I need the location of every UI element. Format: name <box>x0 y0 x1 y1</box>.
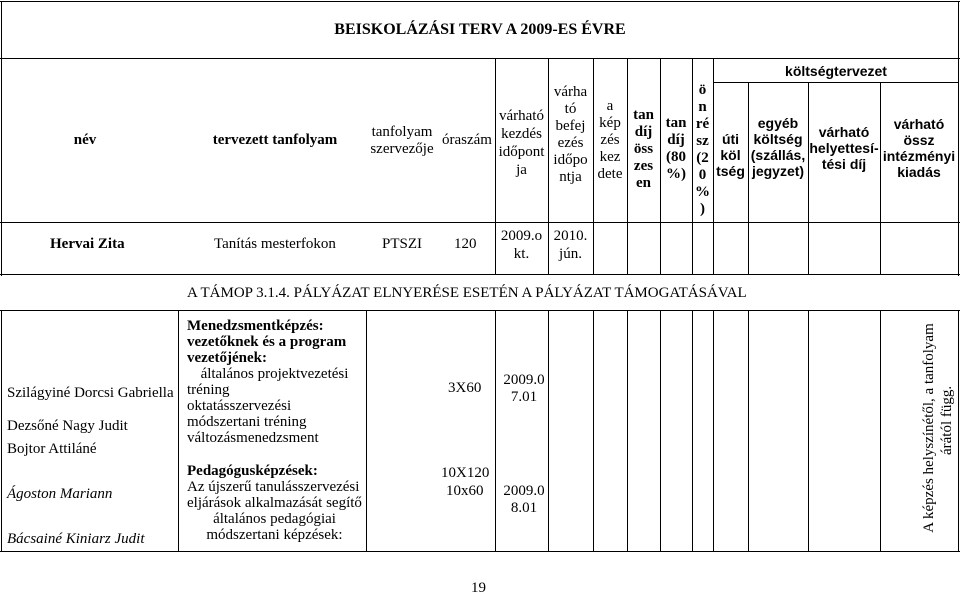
name-item: Dezsőné Nagy Judit <box>7 418 128 434</box>
row1-szervezo: PTSZI <box>382 236 423 252</box>
training-cell-2 <box>187 463 367 543</box>
training-line: általános pedagógiai <box>213 511 336 527</box>
training-line: tréning <box>187 382 230 398</box>
section-title: A TÁMOP 3.1.4. PÁLYÁZAT ELNYERÉSE ESETÉN A PÁLYÁZAT TÁMOGATÁSÁVAL <box>187 285 747 301</box>
header-helyettesitesi: várható helyettesí- tési díj <box>809 124 879 172</box>
table-border-right <box>958 1 959 276</box>
name-item: Bácsainé Kiniarz Judit <box>7 531 145 547</box>
table-border-left <box>1 1 2 276</box>
training-line: Az újszerű tanulásszervezési <box>187 479 360 495</box>
header-utikoltseg: úti köl tség <box>716 131 745 179</box>
training-line: változásmenedzsment <box>187 430 319 446</box>
lower-left <box>1 310 2 552</box>
training-line: módszertani képzések: <box>206 527 343 543</box>
header-szervezo: tanfolyam szervezője <box>370 124 434 157</box>
training-cell <box>187 318 367 446</box>
start-date-1: 2009.0 7.01 <box>503 372 545 405</box>
lower-bottom <box>0 551 960 552</box>
header-row-bottom <box>0 222 960 223</box>
row1-nev: Hervai Zita <box>50 236 125 252</box>
header-onresz: ö n ré sz (2 0 % ) <box>695 82 710 217</box>
training-line: vezetőjének: <box>187 350 267 366</box>
row1-oraszam: 120 <box>454 236 477 252</box>
lower-sep <box>880 310 881 552</box>
start-date-2: 2009.0 8.01 <box>503 483 545 516</box>
header-tandij-80: tan díj (80 %) <box>665 115 687 182</box>
header-befejezes: várha tó befej ezés időpo ntja <box>553 84 588 185</box>
table-border-top <box>0 1 960 2</box>
lower-sep <box>178 310 179 552</box>
training-heading: Menedzsmentképzés: <box>187 318 324 334</box>
training-heading: Pedagógusképzések: <box>187 463 318 479</box>
training-line: vezetőknek és a program <box>187 334 347 350</box>
hours-1: 3X60 <box>448 380 482 396</box>
lower-sep <box>593 310 594 552</box>
page-number: 19 <box>471 580 486 596</box>
hours-3: 10x60 <box>446 483 484 499</box>
lower-sep <box>692 310 693 552</box>
lower-right <box>958 310 959 552</box>
header-egyeb-koltseg: egyéb költség (szállás, jegyzet) <box>750 115 806 179</box>
lower-sep <box>748 310 749 552</box>
hours-2: 10X120 <box>441 465 490 481</box>
lower-sep <box>808 310 809 552</box>
row1-befejezes: 2010. jún. <box>553 228 588 262</box>
header-tandij-osszesen: tan díj öss zes en <box>633 107 654 191</box>
header-kepzes-kezdete: a kép zés kez dete <box>597 98 623 182</box>
header-nev: név <box>73 132 97 148</box>
training-line: módszertani tréning <box>187 414 307 430</box>
side-note-line-1: A képzés helyszínétől, a tanfolyam <box>921 323 937 533</box>
lower-sep <box>660 310 661 552</box>
name-item: Ágoston Mariann <box>7 486 113 502</box>
header-kezdes: várható kezdés időpont ja <box>498 108 545 178</box>
row1-bottom <box>0 274 960 275</box>
lower-sep <box>713 310 714 552</box>
lower-sep <box>627 310 628 552</box>
row1-kezdes: 2009.o kt. <box>500 228 543 262</box>
header-koltsegtervezet: költségtervezet <box>785 63 887 79</box>
header-intezmenyi: várható össz intézményi kiadás <box>882 116 956 180</box>
col-sep <box>808 82 809 274</box>
name-item: Bojtor Attiláné <box>7 441 97 457</box>
header-oraszam: óraszám <box>442 132 492 148</box>
lower-top <box>0 310 960 311</box>
cost-header-bottom <box>713 82 959 83</box>
row1-tanfolyam: Tanítás mesterfokon <box>214 236 336 252</box>
training-line: eljárások alkalmazását segítő <box>187 495 362 511</box>
training-line: általános projektvezetési <box>200 366 349 382</box>
training-line: oktatásszervezési <box>187 398 292 414</box>
header-tervezett: tervezett tanfolyam <box>212 132 338 148</box>
side-note-line-2: árától függ. <box>939 385 955 455</box>
title-row-bottom <box>0 58 960 59</box>
document-title: BEISKOLÁZÁSI TERV A 2009-ES ÉVRE <box>334 21 626 38</box>
name-item: Szilágyiné Dorcsi Gabriella <box>7 385 174 401</box>
